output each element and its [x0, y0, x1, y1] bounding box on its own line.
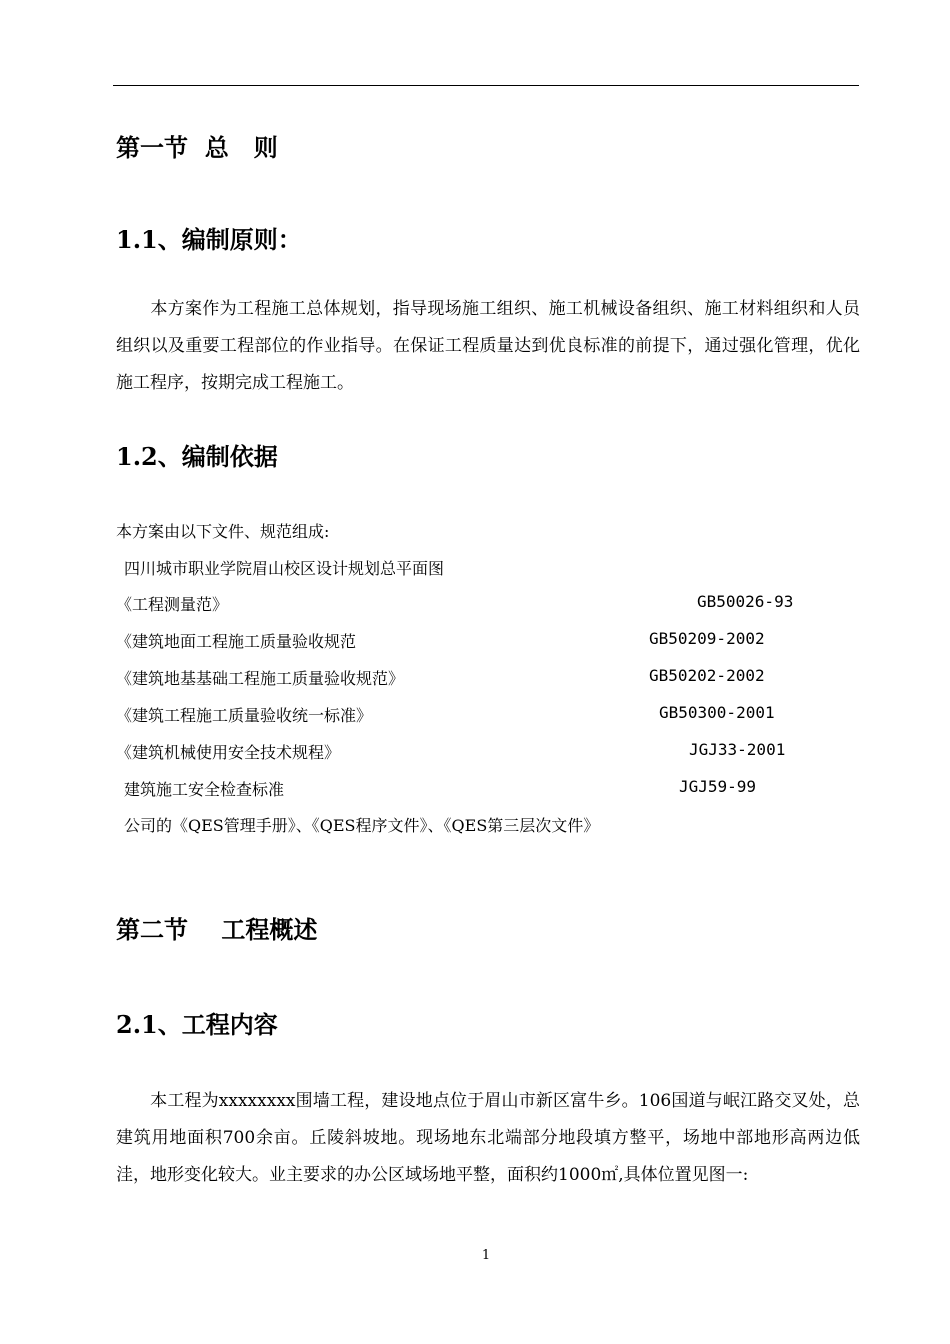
- paragraph-1-1: [116, 291, 860, 402]
- reference-site-plan: 四川城市职业学院眉山校区设计规划总平面图: [124, 559, 445, 578]
- reference-code: GB50202-2002: [649, 666, 765, 685]
- reference-code: JGJ33-2001: [689, 740, 786, 759]
- reference-name: 《建筑工程施工质量验收统一标准》: [116, 706, 373, 725]
- reference-name: 《建筑地基基础工程施工质量验收规范》: [116, 669, 405, 688]
- heading-1-2: 1.2、编制依据: [116, 442, 278, 471]
- header-rule: [113, 85, 859, 86]
- section-2-title: 第二节 工程概述: [116, 915, 318, 944]
- reference-name: 建筑施工安全检查标准: [124, 780, 285, 799]
- heading-1-1: 1.1、编制原则：: [116, 225, 302, 254]
- paragraph-2-1: [116, 1083, 860, 1194]
- section-1-title: 第一节 总 则: [116, 133, 278, 162]
- company-documents: 公司的《QES管理手册》、《QES程序文件》、《QES第三层次文件》: [124, 816, 600, 835]
- reference-name: 《建筑地面工程施工质量验收规范: [116, 632, 357, 651]
- references-intro: 本方案由以下文件、规范组成:: [116, 522, 330, 541]
- heading-2-1: 2.1、工程内容: [116, 1010, 278, 1039]
- page-number: 1: [481, 1248, 491, 1263]
- reference-code: GB50026-93: [697, 592, 794, 611]
- paragraph-2-1-text: 本工程为xxxxxxxx围墙工程，建设地点位于眉山市新区富牛乡。106国道与岷江路交叉处，总建筑用地面积700余亩。丘陵斜坡地。现场地东北端部分地段填方整平，场地中部地形高两边低洼，地形变化较大。业主要求的办公区域场地平整，面积约1000㎡,具体位置见图一:: [116, 1091, 860, 1185]
- reference-code: JGJ59-99: [679, 777, 757, 796]
- reference-name: 《工程测量范》: [116, 595, 229, 614]
- reference-code: GB50209-2002: [649, 629, 765, 648]
- paragraph-1-1-text: 本方案作为工程施工总体规划，指导现场施工组织、施工机械设备组织、施工材料组织和人员组织以及重要工程部位的作业指导。在保证工程质量达到优良标准的前提下，通过强化管理，优化施工程序，按期完成工程施工。: [116, 299, 860, 393]
- reference-code: GB50300-2001: [659, 703, 775, 722]
- reference-name: 《建筑机械使用安全技术规程》: [116, 743, 341, 762]
